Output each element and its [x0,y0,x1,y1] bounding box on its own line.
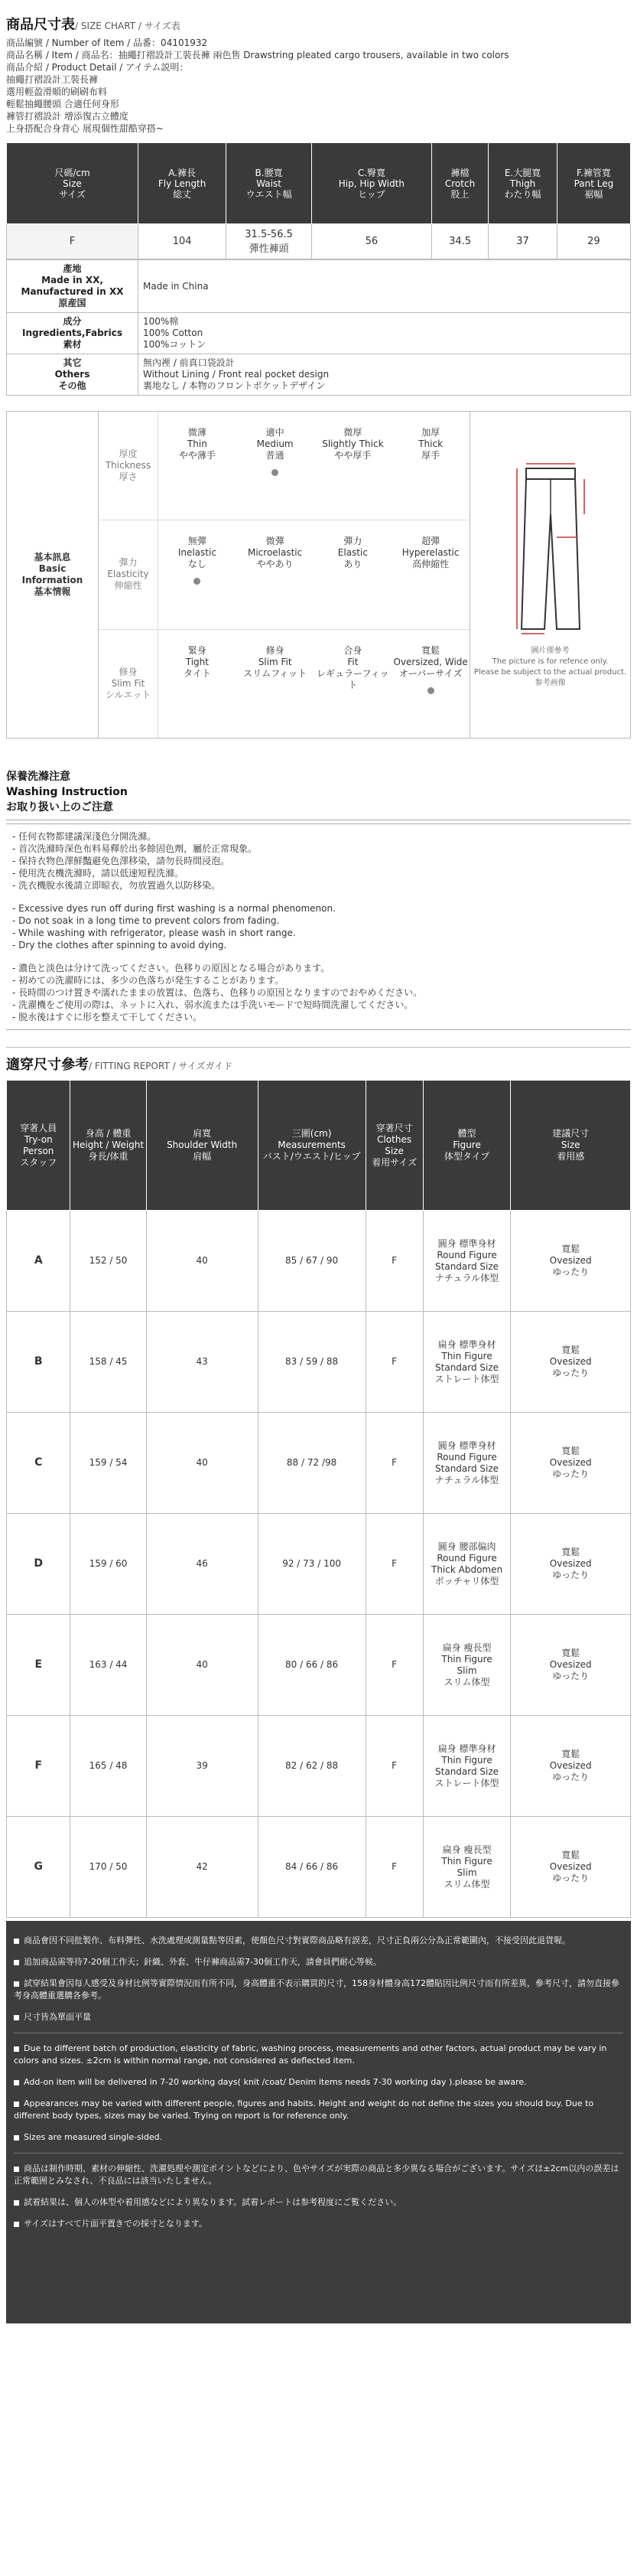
note-line [14,1935,623,1947]
washing-line: - 洗衣機脫水後請立即晾衣，勿放置過久以防移染。 [12,880,221,891]
bullet-icon [14,2046,19,2052]
fitting-table [6,1080,631,1918]
fitting-cell: 圓身 標準身材 Round Figure Standard Size ナチュラル体型 [423,1413,511,1514]
fitting-cell: 寬鬆 Ovesized ゆったり [511,1211,631,1312]
fitting-cell: 扁身 瘦長型 Thin Figure Slim スリム体型 [423,1615,511,1716]
fitting-cell: 85 / 67 / 90 [258,1211,366,1312]
bullet-icon [14,2135,19,2141]
intro-line: 褲管打褶設計 增添復古立體度 [6,111,128,122]
basic-option [236,520,314,628]
basic-row [99,630,470,738]
size-cell: 31.5-56.5 彈性褲頭 [226,224,312,259]
bullet-icon [14,2102,19,2107]
spacer [12,951,625,962]
notes-separator [14,2153,623,2154]
basic-option-label: 適中 Medium 普通 [256,427,294,461]
fitting-cell: B [7,1312,70,1413]
fitting-cell: F [366,1312,423,1413]
washing-title: 保養洗滌注意 Washing Instruction お取り扱い上のご注意 [6,769,631,820]
washing-line: - 脱水後はすぐに形を整えて干してください。 [12,1012,203,1022]
basic-option [236,412,314,520]
note-text: 商品は制作時期、素材の伸縮性、洗濯処理や測定ポイントなどにより、色やサイズが実際の商品と多少異なる場合がございます。サイズは±2cm以内の誤差は正常範囲とみなされ、不良品には該当いたしません。 [14,2164,619,2186]
info-label: 其它 Others その他 [7,354,138,396]
fitting-title: 適穿尺寸參考/ FITTING REPORT / サイズガイド [6,1047,631,1077]
washing-line: - 洗濯機をご使用の際は、ネットに入れ、弱水流または手洗いモードで短時間洗濯してください。 [12,999,414,1010]
note-text: 試穿結果會因每人感受及身材比例等實際情況而有所不同，身高體重不表示購買的尺寸，158身材體身高172體貼因比例尺寸而有所差異，參考尺寸，請勿直接參考身高體重選購各參考。 [14,1978,619,2000]
size-cell: 37 [489,224,557,259]
note-line [14,1956,623,1968]
fitting-cell: 163 / 44 [70,1615,146,1716]
size-row [7,224,631,259]
basic-row [99,412,470,520]
notes-panel [6,1921,631,2323]
fitting-cell: 寬鬆 Ovesized ゆったり [511,1817,631,1918]
basic-label: 厚度 Thickness 厚さ [99,412,158,520]
fitting-cell: 83 / 59 / 88 [258,1312,366,1413]
info-table [6,259,631,396]
fitting-cell: 寬鬆 Ovesized ゆったり [511,1413,631,1514]
note-text: 追加商品需等待7-20個工作天；針織、外套、牛仔褲商品需7-30個工作天，請會員們耐心等候。 [24,1957,382,1967]
basic-option-label: 微厚 Slightly Thick やや厚手 [322,427,384,461]
info-value: Made in China [138,260,631,313]
note-text: Appearances may be varied with different people, figures and habits. Height and weight do not define the sizes you should buy. Due to different body types, sizes may be varied. Trying on report is for reference only. [14,2098,594,2121]
info-value: 無內裡 / 前真口袋設計 Without Lining / Front real pocket design 裏地なし / 本物のフロントポケットデザイン [138,354,631,396]
basic-option-label: 微彈 Microelastic ややあり [247,536,303,570]
size-header: 褲檔 Crotch 股上 [431,143,488,224]
bullet-icon [14,2080,19,2085]
selected-dot-icon [193,578,200,585]
basic-label: 修身 Slim Fit シルエット [99,630,158,738]
basic-row [99,520,470,629]
basic-option [158,412,236,520]
fitting-cell: 88 / 72 /98 [258,1413,366,1514]
washing-section [6,769,631,1030]
spacer [12,892,625,902]
fitting-row [7,1817,631,1918]
size-cell: 34.5 [431,224,488,259]
info-label: 成分 Ingredients,Fabrics 素材 [7,313,138,354]
fitting-header: 穿著人員 Try-on Person スタッフ [7,1081,70,1211]
basic-option-label: 加厚 Thick 厚手 [418,427,444,461]
washing-line: - 濃色と淡色は分けて洗ってください。色移りの原因となる場合があります。 [12,963,330,973]
bullet-icon [14,2015,19,2020]
bullet-icon [14,2200,19,2206]
fitting-cell: G [7,1817,70,1918]
fitting-cell: 40 [146,1413,258,1514]
washing-line: - 使用洗衣機洗滌時，請以低速短程洗滌。 [12,868,184,879]
bullet-icon [14,1939,19,1944]
info-row [7,313,631,354]
note-text: Add-on item will be delivered in 7-20 working days( knit /coat/ Denim items needs 7-30 working day ).please be aware. [24,2077,527,2087]
fitting-cell: 158 / 45 [70,1312,146,1413]
size-header: C.臀寬 Hip, Hip Width ヒップ [311,143,431,224]
fitting-cell: C [7,1413,70,1514]
note-line [14,2043,623,2067]
basic-option [314,412,392,520]
info-row [7,260,631,313]
fitting-row [7,1716,631,1817]
washing-line: - Dry the clothes after spinning to avoid dying. [12,940,227,951]
fitting-cell: 扁身 標準身材 Thin Figure Standard Size ストレート体型 [423,1716,511,1817]
fitting-cell: 寬鬆 Ovesized ゆったり [511,1514,631,1615]
basic-option-label: 彈力 Elastic あり [337,536,368,570]
fitting-cell: 40 [146,1211,258,1312]
fitting-cell: 159 / 54 [70,1413,146,1514]
fitting-cell: F [366,1615,423,1716]
selected-dot-icon [427,687,434,694]
intro-line: 商品名稱 / Item / 商品名：抽繩打褶設計工裝長褲 兩色售 Drawstring pleated cargo trousers, available in two colors [6,50,509,60]
info-label: 產地 Made in XX, Manufactured in XX 原産国 [7,260,138,313]
intro-line: 輕鬆抽繩腰頭 合適任何身形 [6,99,119,109]
basic-option [392,412,470,520]
size-cell: F [7,224,138,259]
reference-note: 圖片僅參考 The picture is for refence only. Please be subject to the actual product. 参考画像 [473,647,627,687]
fitting-cell: 84 / 66 / 86 [258,1817,366,1918]
fitting-cell: 寬鬆 Ovesized ゆったり [511,1312,631,1413]
size-header: 尺碼/cm Size サイズ [7,143,138,224]
size-cell: 29 [557,224,630,259]
fitting-cell: 159 / 60 [70,1514,146,1615]
fitting-cell: 扁身 瘦長型 Thin Figure Slim スリム体型 [423,1817,511,1918]
basic-option [158,630,236,738]
size-header: E.大腿寬 Thigh わたり幅 [489,143,557,224]
fitting-row [7,1312,631,1413]
fitting-cell: 寬鬆 Ovesized ゆったり [511,1615,631,1716]
size-header: B.腰寬 Waist ウエスト幅 [226,143,312,224]
basic-info [6,411,631,739]
washing-line: - 長時間のつけ置きや濡れたままの放置は、色落ち、色移りの原因となりますのでおやめください。 [12,987,423,998]
fitting-cell: F [366,1514,423,1615]
bullet-icon [14,2167,19,2172]
washing-line: - 首次洗滌時深色布料易釋於出多餘固色劑，屬於正常現象。 [12,843,258,854]
note-line [14,2196,623,2209]
info-value: 100%棉 100% Cotton 100%コットン [138,313,631,354]
size-table [6,142,631,259]
basic-option [392,630,470,738]
basic-option [314,630,392,738]
fitting-cell: 42 [146,1817,258,1918]
basic-option-label: 無彈 Inelastic なし [177,536,216,570]
note-text: 尺寸皆為單面平量 [24,2012,91,2022]
size-chart-title: 商品尺寸表/ SIZE CHART / サイズ表 [6,17,180,33]
washing-line: - Excessive dyes run off during first washing is a normal phenomenon. [12,903,336,914]
fitting-cell: 80 / 66 / 86 [258,1615,366,1716]
fitting-cell: 圓身 標準身材 Round Figure Standard Size ナチュラル体型 [423,1211,511,1312]
info-row [7,354,631,396]
fitting-row [7,1615,631,1716]
selected-dot-icon [271,469,278,476]
intro-line: 選用輕盈滑順的刷刷布料 [6,86,108,97]
bullet-icon [14,2222,19,2227]
fitting-cell: 43 [146,1312,258,1413]
fitting-cell: F [366,1211,423,1312]
note-line [14,2218,623,2230]
basic-option [392,520,470,628]
fitting-header: 身高 / 體重 Height / Weight 身長/体重 [70,1081,146,1211]
washing-line: - 初めての洗濯時には、多少の色落ちが発生することがあります。 [12,975,284,986]
intro-line: 商品介紹 / Product Detail / アイテム説明： [6,62,189,73]
fitting-cell: 扁身 標準身材 Thin Figure Standard Size ストレート体型 [423,1312,511,1413]
trousers-diagram-icon [512,461,589,637]
fitting-cell: A [7,1211,70,1312]
fitting-cell: 圓身 腰部偏肉 Round Figure Thick Abdomen ポッチャリ体型 [423,1514,511,1615]
size-header: A.褲長 Fly Length 総丈 [138,143,226,224]
fitting-header: 穿著尺寸 Clothes Size 着用サイズ [366,1081,423,1211]
fitting-cell: F [366,1716,423,1817]
fitting-cell: F [366,1817,423,1918]
basic-option [314,520,392,628]
bullet-icon [14,1981,19,1987]
fitting-cell: 39 [146,1716,258,1817]
note-text: Due to different batch of production, elasticity of fabric, washing process, measurements and other factors, actual product may be vary in colors and sizes. ±2cm is within normal range, not considered as deflected item. [14,2043,607,2066]
washing-line: - While washing with refrigerator, please wash in short range. [12,928,296,938]
note-line [14,2163,623,2187]
fitting-cell: 40 [146,1615,258,1716]
size-header: F.褲管寬 Pant Leg 裾幅 [557,143,630,224]
washing-instructions [6,823,631,1030]
fitting-cell: E [7,1615,70,1716]
fitting-header: 體型 Figure 体型タイプ [423,1081,511,1211]
fitting-cell: D [7,1514,70,1615]
fitting-row [7,1211,631,1312]
fitting-cell: 寬鬆 Ovesized ゆったり [511,1716,631,1817]
basic-option-label: 超彈 Hyperelastic 高伸縮性 [401,536,460,570]
basic-option-label: 合身 Fit レギュラーフィット [317,644,389,690]
fitting-cell: 82 / 62 / 88 [258,1716,366,1817]
basic-option [158,520,236,628]
intro-line: 抽繩打褶設計工裝長褲 [6,74,99,85]
washing-line: - 任何衣物都建議深淺色分開洗滌。 [12,831,157,842]
fitting-cell: 152 / 50 [70,1211,146,1312]
basic-option-label: 緊身 Tight タイト [183,644,211,679]
note-line [14,2098,623,2122]
note-line [14,2131,623,2144]
note-text: 試着結果は、個人の体型や着用感などにより異なります。試着レポートは参考程度にご覧ください。 [24,2197,402,2207]
basic-option [236,630,314,738]
fitting-row [7,1514,631,1615]
fitting-header: 三圍(cm) Measurements バスト/ウエスト/ヒップ [258,1081,366,1211]
size-cell: 56 [311,224,431,259]
fitting-cell: F [7,1716,70,1817]
note-text: Sizes are measured single-sided. [24,2132,163,2142]
fitting-cell: 92 / 73 / 100 [258,1514,366,1615]
bullet-icon [14,1960,19,1965]
fitting-cell: F [366,1413,423,1514]
washing-line: - Do not soak in a long time to prevent colors from fading. [12,915,280,926]
basic-option-label: 寬鬆 Oversized, Wide オーバーサイズ [393,644,468,679]
basic-option-label: 微薄 Thin やや薄手 [178,427,216,461]
note-line [14,2011,623,2023]
intro-line: 上身搭配合身背心 展現個性甜酷穿搭~ [6,123,164,134]
basic-info-title: 基本訊息 Basic Information 基本情報 [7,412,99,738]
note-text: 商品會因不同批製作、布料彈性、水洗處理或測量點等因素，使顏色尺寸對實際商品略有誤差，尺寸正負兩公分為正常範圍內，不接受因此退貨喔。 [24,1935,570,1945]
note-text: サイズはすべて片面平置きでの採寸となります。 [24,2219,208,2229]
note-line [14,1978,623,2002]
product-intro [6,37,631,135]
basic-label: 彈力 Elasticity 伸縮性 [99,520,158,628]
fitting-cell: 46 [146,1514,258,1615]
basic-option-label: 修身 Slim Fit スリムフィット [243,644,307,679]
fitting-header: 肩寬 Shoulder Width 肩幅 [146,1081,258,1211]
size-cell: 104 [138,224,226,259]
fitting-row [7,1413,631,1514]
washing-line: - 保持衣物色澤鮮豔避免色澤移染，請勿長時間浸泡。 [12,856,230,866]
fitting-cell: 165 / 48 [70,1716,146,1817]
fitting-header: 建議尺寸 Size 着用感 [511,1081,631,1211]
fitting-cell: 170 / 50 [70,1817,146,1918]
intro-line: 商品編號 / Number of Item / 品番：04101932 [6,37,208,48]
note-line [14,2076,623,2089]
reference-image-panel [470,412,630,738]
